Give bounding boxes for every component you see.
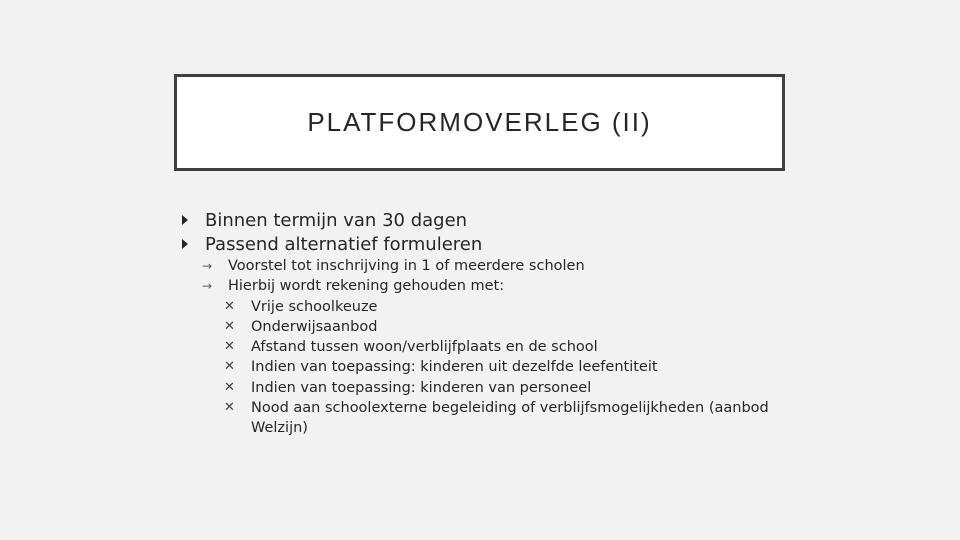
sub-sub-bullet-item: [180, 337, 800, 357]
bullet-item: [180, 232, 800, 256]
slide-content: [180, 208, 800, 439]
sub-bullet-text: Hierbij wordt rekening gehouden met:: [228, 278, 505, 295]
sub-sub-bullet-text: Vrije schoolkeuze: [251, 298, 378, 315]
cross-bullet-icon: ✕: [224, 318, 235, 334]
sub-sub-bullet-item: [180, 357, 800, 377]
slide-title: PLATFORMOVERLEG (II): [307, 107, 652, 137]
sub-sub-bullet-text: Nood aan schoolexterne begeleiding of verblijfsmogelijkheden (aanbod Welzijn): [251, 400, 769, 437]
bullet-text: Binnen termijn van 30 dagen: [205, 209, 468, 231]
sub-sub-bullet-item: [180, 398, 800, 439]
sub-bullet-text: Voorstel tot inschrijving in 1 of meerdere scholen: [228, 258, 585, 275]
cross-bullet-icon: ✕: [224, 379, 235, 395]
sub-bullet-item: [180, 276, 800, 296]
sub-sub-bullet-item: [180, 317, 800, 337]
bullet-item: [180, 208, 800, 232]
arrow-bullet-icon: →: [202, 279, 213, 294]
cross-bullet-icon: ✕: [224, 359, 235, 375]
cross-bullet-icon: ✕: [224, 400, 235, 416]
sub-bullet-item: [180, 256, 800, 276]
title-box: [174, 74, 785, 171]
sub-sub-bullet-text: Indien van toepassing: kinderen uit dezelfde leefentiteit: [251, 359, 658, 376]
triangle-bullet-icon: [182, 239, 188, 249]
sub-sub-bullet-item: [180, 297, 800, 317]
sub-sub-bullet-text: Indien van toepassing: kinderen van personeel: [251, 379, 592, 396]
triangle-bullet-icon: [182, 215, 188, 225]
bullet-text: Passend alternatief formuleren: [205, 233, 483, 255]
sub-sub-bullet-item: [180, 378, 800, 398]
sub-sub-bullet-text: Afstand tussen woon/verblijfplaats en de school: [251, 339, 598, 356]
cross-bullet-icon: ✕: [224, 298, 235, 314]
sub-sub-bullet-text: Onderwijsaanbod: [251, 318, 378, 335]
arrow-bullet-icon: →: [202, 259, 213, 274]
cross-bullet-icon: ✕: [224, 339, 235, 355]
